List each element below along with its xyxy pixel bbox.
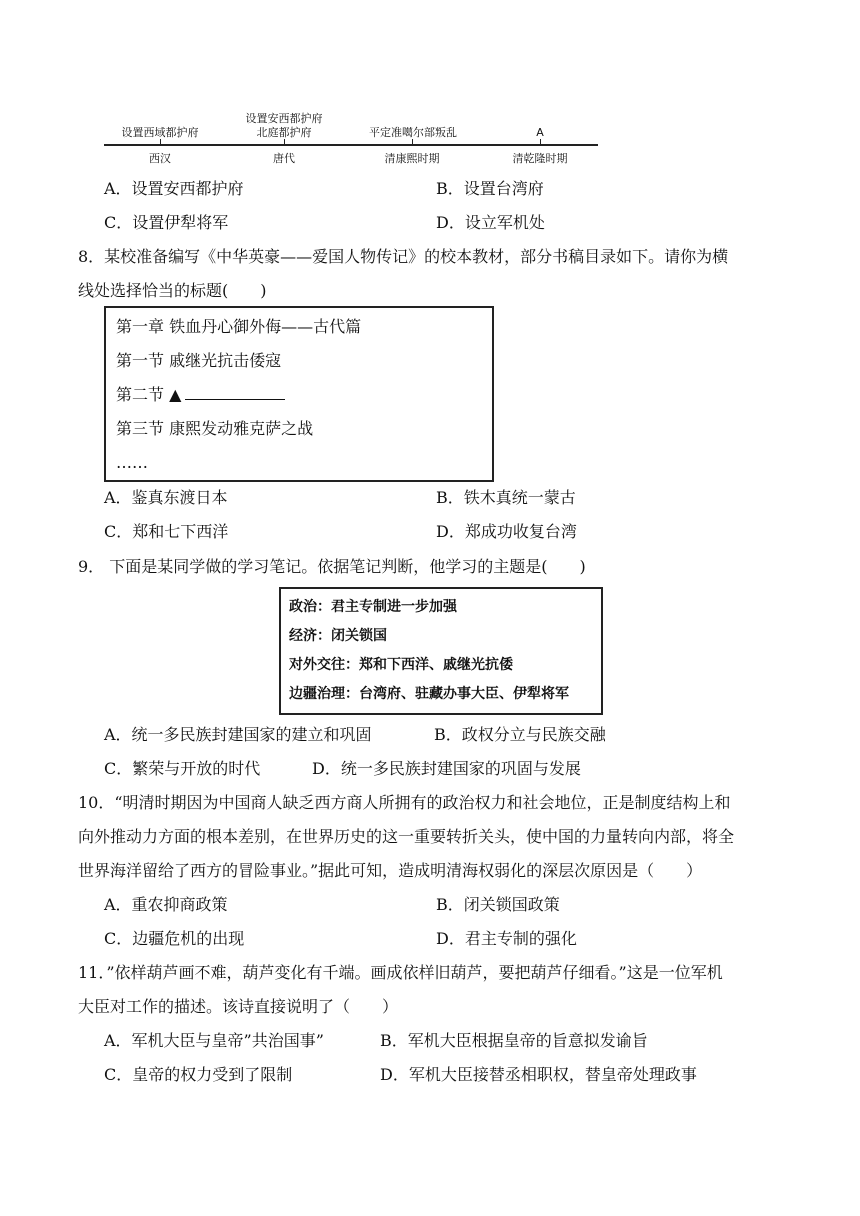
timeline-period-4: 清乾隆时期 (512, 152, 568, 165)
q7-option-b: B．设置台湾府 (436, 179, 544, 198)
q11-option-d: D．军机大臣接替丞相职权，替皇帝处理政事 (380, 1065, 697, 1084)
q8-stem-line1: 8．某校准备编写《中华英豪——爱国人物传记》的校本教材，部分书稿目录如下。请你为横 (78, 247, 729, 266)
q9-option-b: B．政权分立与民族交融 (434, 725, 606, 744)
timeline-tick (160, 139, 161, 145)
q8-stem-line2: 线处选择恰当的标题( ) (78, 281, 267, 300)
q8-box-section2 (116, 384, 285, 406)
timeline-period-1: 西汉 (149, 152, 171, 165)
timeline-event-A: A (536, 126, 544, 139)
q10-option-b: B．闭关锁国政策 (436, 895, 560, 914)
q7-option-a: A．设置安西都护府 (104, 179, 244, 198)
q8-box-chapter: 第一章 铁血丹心御外侮——古代篇 (116, 317, 362, 336)
q7-option-d: D．设立军机处 (436, 213, 545, 232)
q11-stem-line2: 大臣对工作的描述。该诗直接说明了（ ） (78, 997, 399, 1016)
q8-box-section1: 第一节 戚继光抗击倭寇 (116, 351, 282, 370)
timeline-event-2b: 北庭都护府 (256, 126, 312, 139)
q9-note-foreign: 对外交往：郑和下西洋、戚继光抗倭 (289, 657, 513, 673)
q8-option-d: D．郑成功收复台湾 (436, 522, 577, 541)
q10-stem-line1: 10．“明清时期因为中国商人缺乏西方商人所拥有的政治权力和社会地位，正是制度结构上和 (78, 793, 731, 812)
timeline-event-3: 平定准噶尔部叛乱 (369, 126, 457, 139)
q8-box-section3: 第三节 康熙发动雅克萨之战 (116, 419, 314, 438)
q10-stem-line2: 向外推动力方面的根本差别，在世界历史的这一重要转折关头，使中国的力量转向内部，将全 (78, 827, 735, 846)
q10-option-a: A．重农抑商政策 (104, 895, 228, 914)
q9-option-d: D．统一多民族封建国家的巩固与发展 (312, 759, 581, 778)
q8-option-c: C．郑和七下西洋 (104, 522, 229, 541)
q9-option-c: C．繁荣与开放的时代 (104, 759, 261, 778)
q9-note-politics: 政治：君主专制进一步加强 (289, 599, 457, 615)
q10-option-c: C．边疆危机的出现 (104, 929, 245, 948)
timeline-tick (412, 139, 413, 145)
timeline-period-2: 唐代 (273, 152, 295, 165)
q11-option-a: A．军机大臣与皇帝”共治国事” (104, 1031, 324, 1050)
q8-box-ellipsis: …… (116, 453, 148, 472)
q9-note-economy: 经济：闭关锁国 (289, 628, 387, 644)
timeline-tick (284, 139, 285, 145)
q10-option-d: D．君主专制的强化 (436, 929, 577, 948)
q8-answer-blank (185, 385, 285, 400)
timeline-event-2a: 设置安西都护府 (245, 112, 323, 125)
timeline-tick (540, 139, 541, 145)
q9-stem: 9． 下面是某同学做的学习笔记。依据笔记判断，他学习的主题是( ) (78, 557, 586, 576)
q11-option-b: B．军机大臣根据皇帝的旨意拟发谕旨 (380, 1031, 648, 1050)
q7-option-c: C．设置伊犁将军 (104, 213, 229, 232)
q8-option-a: A．鉴真东渡日本 (104, 488, 228, 507)
q11-option-c: C．皇帝的权力受到了限制 (104, 1065, 293, 1084)
q9-option-a: A．统一多民族封建国家的建立和巩固 (104, 725, 372, 744)
q9-note-frontier: 边疆治理：台湾府、驻藏办事大臣、伊犁将军 (289, 686, 569, 702)
q10-stem-line3: 世界海洋留给了西方的冒险事业。”据此可知，造成明清海权弱化的深层次原因是（ ） (78, 861, 703, 880)
q11-stem-line1: 11．”依样葫芦画不难，葫芦变化有千端。画成依样旧葫芦，要把葫芦仔细看。”这是一位军机 (78, 963, 723, 982)
q8-option-b: B．铁木真统一蒙古 (436, 488, 576, 507)
q8-box-section2-label: 第二节 ▲ (116, 385, 182, 404)
timeline-axis (104, 144, 598, 146)
timeline-period-3: 清康熙时期 (384, 152, 440, 165)
timeline-event-1: 设置西域都护府 (121, 126, 199, 139)
